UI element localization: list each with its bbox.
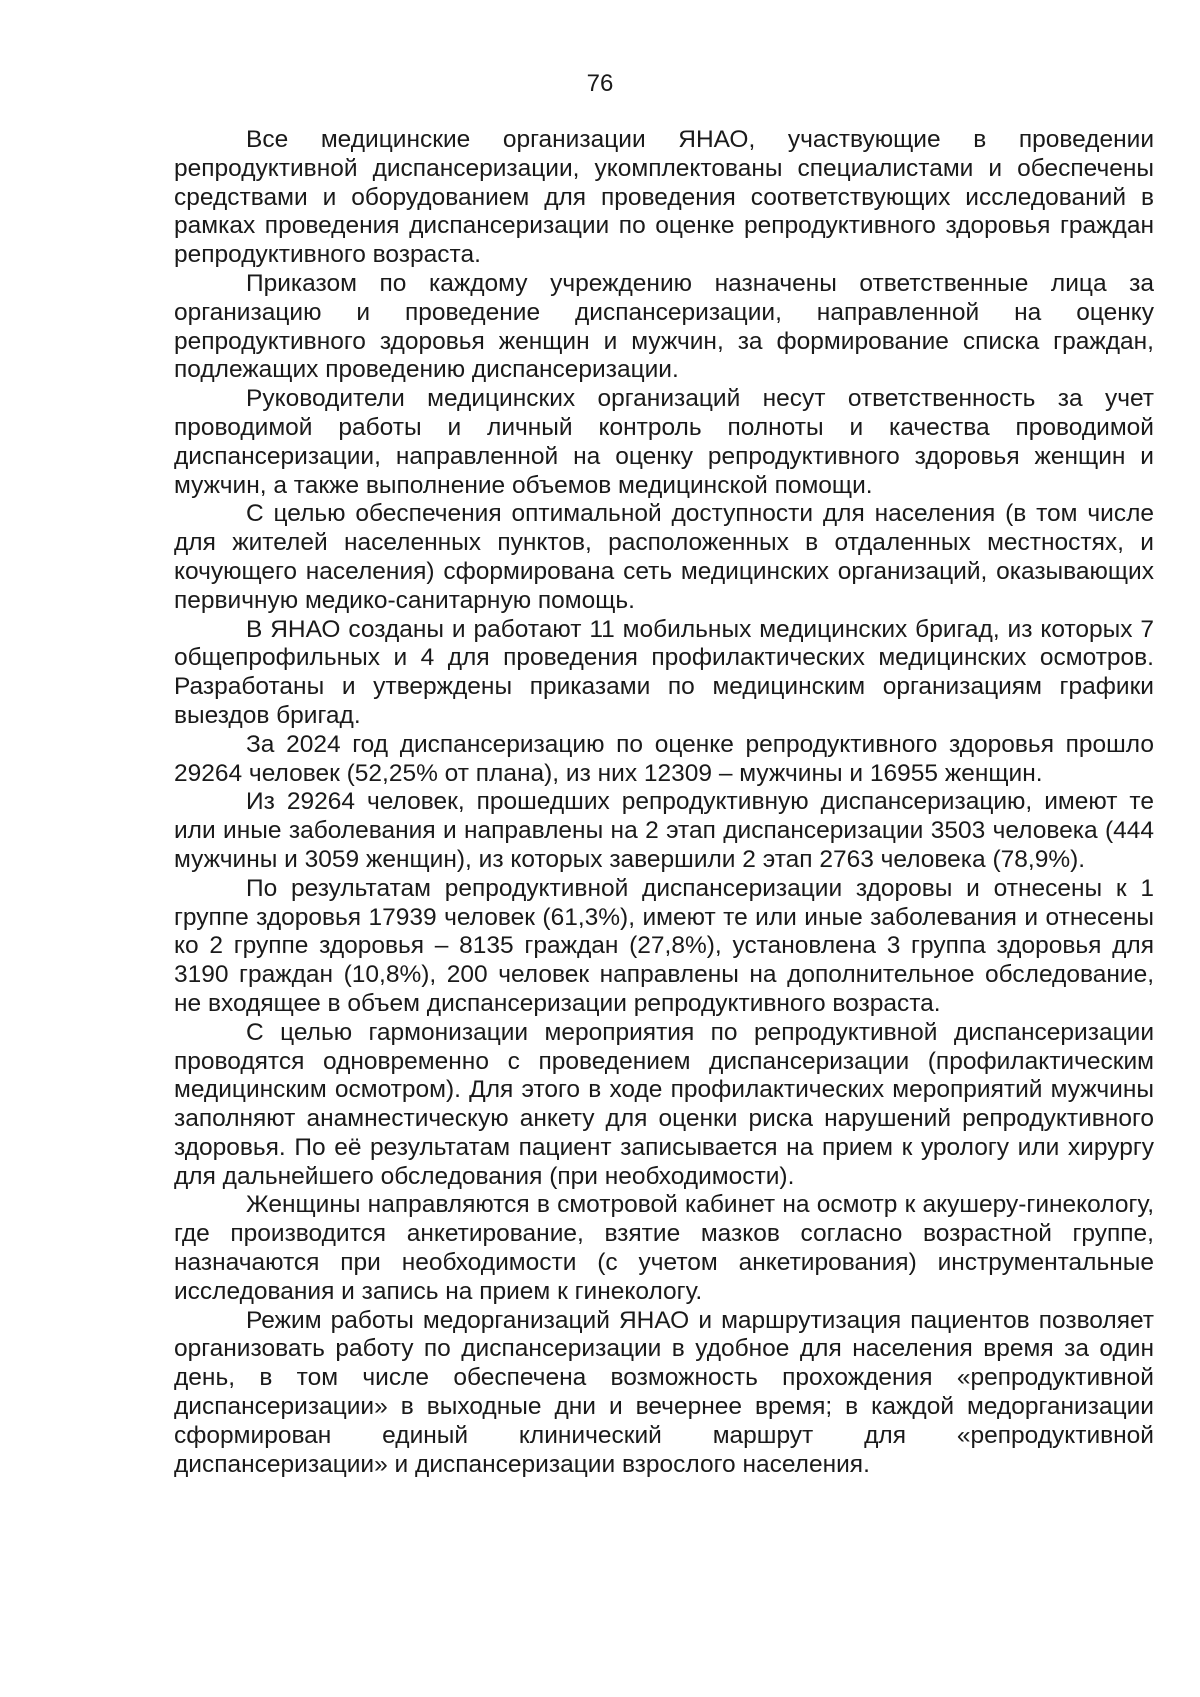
paragraph: Режим работы медорганизаций ЯНАО и маршрутизация пациентов позволяет организовать работу по диспансеризации в удобное для населения время за один день, в том числе обеспечена возможность прохождения «репродуктивной диспансеризации» в выходные дни и вечернее время; в каждой медорганизации сформирован единый клинический маршрут для «репродуктивной диспансеризации» и диспансеризации взрослого населения. (174, 1306, 1154, 1478)
paragraph: В ЯНАО созданы и работают 11 мобильных медицинских бригад, из которых 7 общепрофильных и 4 для проведения профилактических медицинских осмотров. Разработаны и утверждены приказами по медицинским организациям графики выездов бригад. (174, 615, 1154, 729)
paragraph: С целью обеспечения оптимальной доступности для населения (в том числе для жителей населенных пунктов, расположенных в отдаленных местностях, и кочующего населения) сформирована сеть медицинских организаций, оказывающих первичную медико-санитарную помощь. (174, 500, 1154, 614)
paragraph: За 2024 год диспансеризацию по оценке репродуктивного здоровья прошло 29264 человек (52,25% от плана), из них 12309 – мужчины и 16955 женщин. (174, 730, 1154, 787)
paragraph: Женщины направляются в смотровой кабинет на осмотр к акушеру-гинекологу, где производится анкетирование, взятие мазков согласно возрастной группе, назначаются при необходимости (с учетом анкетирования) инструментальные исследования и запись на прием к гинекологу. (174, 1191, 1154, 1305)
page-number: 76 (586, 70, 614, 97)
document-body (174, 126, 1154, 1479)
paragraph: Из 29264 человек, прошедших репродуктивную диспансеризацию, имеют те или иные заболевания и направлены на 2 этап диспансеризации 3503 человека (444 мужчины и 3059 женщин), из которых завершили 2 этап 2763 человека (78,9%). (174, 788, 1154, 873)
paragraph: С целью гармонизации мероприятия по репродуктивной диспансеризации проводятся одновременно с проведением диспансеризации (профилактическим медицинским осмотром). Для этого в ходе профилактических мероприятий мужчины заполняют анамнестическую анкету для оценки риска нарушений репродуктивного здоровья. По её результатам пациент записывается на прием к урологу или хирургу для дальнейшего обследования (при необходимости). (174, 1018, 1154, 1190)
paragraph: По результатам репродуктивной диспансеризации здоровы и отнесены к 1 группе здоровья 17939 человек (61,3%), имеют те или иные заболевания и отнесены ко 2 группе здоровья – 8135 граждан (27,8%), установлена 3 группа здоровья для 3190 граждан (10,8%), 200 человек направлены на дополнительное обследование, не входящее в объем диспансеризации репродуктивного возраста. (174, 874, 1154, 1017)
paragraph: Приказом по каждому учреждению назначены ответственные лица за организацию и проведение диспансеризации, направленной на оценку репродуктивного здоровья женщин и мужчин, за формирование списка граждан, подлежащих проведению диспансеризации. (174, 269, 1154, 384)
paragraph: Все медицинские организации ЯНАО, участвующие в проведении репродуктивной диспансеризации, укомплектованы специалистами и обеспечены средствами и оборудованием для проведения соответствующих исследований в рамках проведения диспансеризации по оценке репродуктивного здоровья граждан репродуктивного возраста. (174, 126, 1154, 269)
paragraph: Руководители медицинских организаций несут ответственность за учет проводимой работы и личный контроль полноты и качества проводимой диспансеризации, направленной на оценку репродуктивного здоровья женщин и мужчин, а также выполнение объемов медицинской помощи. (174, 385, 1154, 499)
